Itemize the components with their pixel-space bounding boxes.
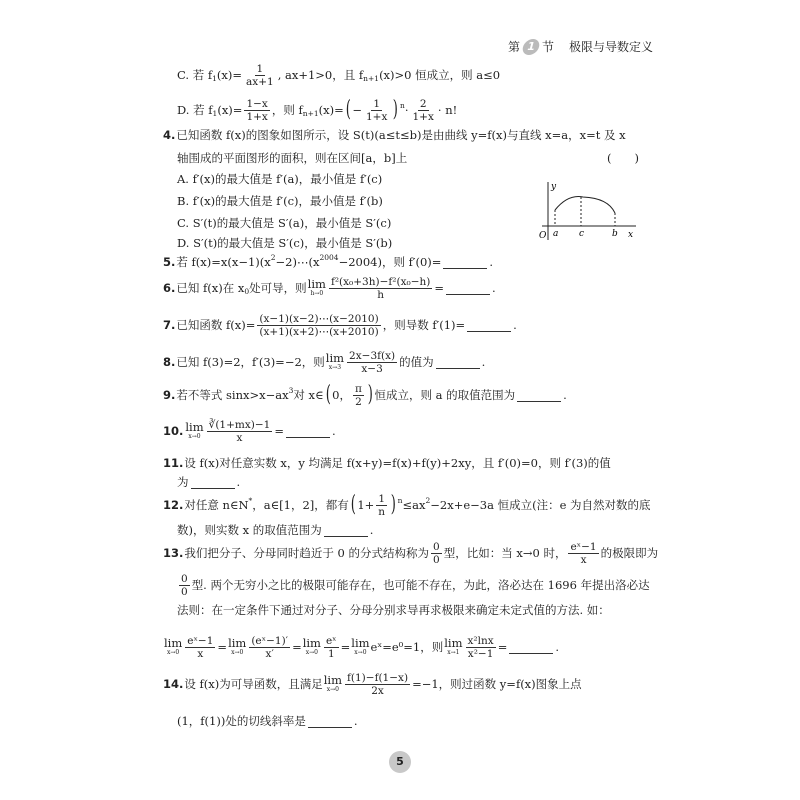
text: 对任意 n∈N <box>184 498 249 512</box>
text: −2004)，则 f′(0)= <box>338 255 442 269</box>
lim-subscript: h→0 <box>310 290 324 297</box>
fraction <box>244 98 269 123</box>
text: 对 x∈ <box>293 388 324 402</box>
problem-number: 9. <box>163 388 176 402</box>
large-paren: ( <box>350 492 356 517</box>
text: · <box>404 103 409 117</box>
fraction <box>376 493 387 518</box>
problem-line <box>177 60 500 90</box>
denominator: 1+x <box>366 110 388 123</box>
text: 轴围成的平面图形的面积，则在区间[a，b]上 <box>177 151 408 165</box>
answer-blank <box>446 282 490 295</box>
numerator: x²lnx <box>467 634 494 647</box>
superscript: 3 <box>288 385 294 395</box>
answer-blank <box>517 389 561 402</box>
limit <box>185 422 203 440</box>
text: = <box>340 640 351 654</box>
problem-number: 11. <box>163 456 184 470</box>
denominator: x <box>580 553 587 566</box>
text: (x)>0 恒成立，则 a≤0 <box>379 68 501 82</box>
problem-number: 5. <box>163 255 176 269</box>
fraction <box>411 98 436 123</box>
limit <box>164 638 182 656</box>
text: 设 f(x)对任意实数 x，y 均满足 f(x+y)=f(x)+f(y)+2xy，且 f′(0)=0，则 f′(3)的值 <box>184 456 611 470</box>
label-x: x <box>628 230 634 240</box>
text: . <box>332 424 336 438</box>
text: 的值为 <box>399 355 434 369</box>
text: C. 若 f <box>177 68 213 82</box>
limit <box>303 638 321 656</box>
superscript: * <box>248 495 253 505</box>
numerator: 0 <box>181 572 188 585</box>
text: 的极限即为 <box>600 546 659 560</box>
text: B. f′(x)的最大值是 f′(c)，最小值是 f′(b) <box>177 194 383 208</box>
answer-bracket: ( ) <box>607 151 639 165</box>
lim-word: lim <box>185 420 204 434</box>
text: ≤ax <box>402 498 426 512</box>
section-header <box>508 38 653 55</box>
numerator: 1 <box>256 62 264 75</box>
lim-word: lim <box>325 351 345 365</box>
fraction <box>185 635 215 660</box>
denominator: 0 <box>181 585 188 598</box>
section-title: 极限与导数定义 <box>569 40 654 54</box>
problem-number: 12. <box>163 498 184 512</box>
problem-line <box>163 416 336 446</box>
text: ，则 f <box>271 103 303 117</box>
problem-line <box>177 706 358 736</box>
curve <box>555 197 615 213</box>
text: 型，比如：当 x→0 时， <box>443 546 567 560</box>
fraction <box>329 276 432 301</box>
text: 设 f(x)为可导函数，且满足 <box>184 677 323 691</box>
lim-subscript: x→0 <box>305 649 318 656</box>
text: = <box>292 640 302 654</box>
label-y: y <box>551 182 557 192</box>
label-b: b <box>612 229 618 239</box>
fraction <box>345 672 410 697</box>
superscript: 2 <box>425 495 431 505</box>
text: · n! <box>437 103 458 117</box>
header-prefix: 第 <box>508 40 521 54</box>
lim-subscript: x→0 <box>354 649 367 656</box>
large-paren: ( <box>325 382 331 407</box>
text: 已知 f(3)=2，f′(3)=−2，则 <box>176 355 325 369</box>
text: 法则：在一定条件下通过对分子、分母分别求导再求极限来确定未定式值的方法. 如： <box>177 603 610 617</box>
numerator: π <box>354 382 362 395</box>
text: 处可导，则 <box>249 281 307 295</box>
text: 0， <box>332 388 351 402</box>
problem-number: 14. <box>163 677 184 691</box>
numerator: eˣ <box>325 634 337 647</box>
limit <box>228 638 246 656</box>
problem-number: 4. <box>163 128 176 142</box>
subscript: n+1 <box>302 108 319 118</box>
label-origin: O <box>539 231 547 241</box>
denominator: x′ <box>265 647 274 660</box>
problem-line <box>163 632 559 662</box>
text: 已知函数 f(x)的图象如图所示，设 S(t)(a≤t≤b)是由曲线 y=f(x)与直线 x=a，x=t 及 x <box>176 128 626 142</box>
fraction <box>324 635 339 660</box>
numerator: 2 <box>419 97 427 110</box>
text: . <box>236 475 241 489</box>
problem-line <box>163 273 496 303</box>
denominator: x−3 <box>361 362 383 375</box>
lim-subscript: x→3 <box>328 364 342 371</box>
text: . <box>481 355 486 369</box>
denominator: 2x <box>371 684 384 697</box>
denominator: x <box>236 431 243 444</box>
limit <box>444 638 462 656</box>
numerator: 1 <box>378 492 386 505</box>
problem-line <box>163 538 658 568</box>
lim-subscript: x→1 <box>447 649 460 656</box>
text: 若不等式 sinx>x−ax <box>176 388 289 402</box>
denominator: 1+x <box>246 110 268 123</box>
text: . <box>369 523 374 537</box>
denominator: n <box>378 505 386 518</box>
numerator: eˣ−1 <box>187 634 214 647</box>
text: = <box>217 640 228 654</box>
text: 1+ <box>357 498 375 512</box>
superscript: n <box>400 100 405 110</box>
text: . <box>555 640 559 654</box>
fraction <box>179 573 190 598</box>
problem-line <box>163 669 582 699</box>
text: C. S′(t)的最大值是 S′(a)，最小值是 S′(c) <box>177 216 392 230</box>
text: . <box>353 714 358 728</box>
fraction <box>244 63 276 88</box>
answer-blank <box>308 715 352 728</box>
answer-blank <box>286 425 330 438</box>
lim-word: lim <box>444 636 463 650</box>
answer-blank <box>443 256 487 269</box>
limit <box>351 638 369 656</box>
text: (x)= <box>318 103 344 117</box>
fraction <box>257 313 380 338</box>
lim-subscript: x→0 <box>188 433 201 440</box>
text: 型. 两个无穷小之比的极限可能存在，也可能不存在，为此，洛必达在 1696 年提出洛必达 <box>191 578 650 592</box>
text: . <box>513 318 517 332</box>
text: 已知 f(x)在 x <box>176 281 245 295</box>
fraction <box>466 635 496 660</box>
denominator: h <box>377 288 385 301</box>
numerator: (eˣ−1)′ <box>251 634 289 647</box>
large-paren: ) <box>393 97 399 122</box>
function-graph <box>538 180 638 242</box>
text: (x)= <box>217 103 243 117</box>
numerator: f²(x₀+3h)−f²(x₀−h) <box>330 275 431 288</box>
text: 已知函数 f(x)= <box>176 318 256 332</box>
denominator: ax+1 <box>246 75 274 88</box>
text: 恒成立，则 a 的取值范围为 <box>374 388 516 402</box>
text: A. f′(x)的最大值是 f′(a)，最小值是 f′(c) <box>177 172 383 186</box>
superscript: 2 <box>270 252 276 262</box>
denominator: 1+x <box>412 110 434 123</box>
fraction <box>568 541 598 566</box>
large-paren: ) <box>390 492 396 517</box>
problem-number: 7. <box>163 318 176 332</box>
problem-line <box>163 347 485 377</box>
text: D. 若 f <box>177 103 213 117</box>
numerator: ∛(1+mx)−1 <box>208 418 271 431</box>
subscript: 0 <box>244 286 250 296</box>
problem-number: 6. <box>163 281 176 295</box>
text: , ax+1>0，且 f <box>277 68 364 82</box>
text: −2)⋯(x <box>275 255 320 269</box>
fraction <box>364 98 389 123</box>
limit <box>326 353 344 371</box>
limit <box>308 279 326 297</box>
problem-line <box>163 310 517 340</box>
subscript: 1 <box>212 108 218 118</box>
text: = <box>497 640 508 654</box>
answer-blank <box>509 641 553 654</box>
denominator: 0 <box>433 553 440 566</box>
superscript: n <box>397 495 403 505</box>
numerator: 2x−3f(x) <box>349 349 396 362</box>
denominator: 2 <box>355 395 362 408</box>
numerator: f(1)−f(1−x) <box>347 671 409 684</box>
lim-word: lim <box>302 636 321 650</box>
fraction <box>347 350 397 375</box>
text: = <box>274 424 284 438</box>
numerator: (x−1)(x−2)⋯(x−2010) <box>259 312 379 325</box>
problem-number: 10. <box>163 424 184 438</box>
fraction <box>249 635 290 660</box>
problem-number: 13. <box>163 546 184 560</box>
text: (x)= <box>216 68 243 82</box>
lim-subscript: x→0 <box>231 649 244 656</box>
fraction <box>431 541 442 566</box>
numerator: 1−x <box>246 97 268 110</box>
denominator: (x+1)(x+2)⋯(x+2010) <box>259 325 379 338</box>
fraction <box>353 383 364 408</box>
numerator: eˣ−1 <box>570 540 597 553</box>
lim-word: lim <box>323 673 343 687</box>
lim-subscript: x→0 <box>167 649 180 656</box>
subscript: 1 <box>212 73 217 83</box>
text: =−1，则过函数 y=f(x)图象上点 <box>412 677 582 691</box>
text: eˣ=e⁰=1，则 <box>370 640 444 654</box>
large-paren: ( <box>345 97 351 122</box>
answer-blank <box>436 356 480 369</box>
text: ，a∈[1，2]，都有 <box>252 498 349 512</box>
denominator: x <box>197 647 204 660</box>
label-a: a <box>553 229 559 239</box>
denominator: x²−1 <box>467 647 494 660</box>
large-paren: ) <box>367 382 373 407</box>
answer-blank <box>467 319 511 332</box>
text: (1，f(1))处的切线斜率是 <box>177 714 306 728</box>
text: 若 f(x)=x(x−1)(x <box>176 255 271 269</box>
lim-word: lim <box>307 277 326 291</box>
lim-word: lim <box>228 636 247 650</box>
text: 我们把分子、分母同时趋近于 0 的分式结构称为 <box>184 546 430 560</box>
lim-word: lim <box>164 636 183 650</box>
text: 为 <box>177 475 189 489</box>
text: D. S′(t)的最大值是 S′(c)，最小值是 S′(b) <box>177 236 393 250</box>
problem-line <box>163 380 567 410</box>
answer-blank <box>191 476 235 489</box>
numerator: 1 <box>373 97 381 110</box>
text: − <box>352 103 362 117</box>
limit <box>324 675 342 693</box>
page-number: 5 <box>389 751 411 773</box>
problem-number: 8. <box>163 355 176 369</box>
text: . <box>489 255 494 269</box>
text: . <box>492 281 496 295</box>
section-number-badge: 1 <box>521 39 541 55</box>
subscript: n+1 <box>363 73 380 83</box>
text: ，则导数 f′(1)= <box>382 318 466 332</box>
fraction <box>207 419 273 444</box>
answer-blank <box>324 524 368 537</box>
text: −2x+e−3a 恒成立(注：e 为自然对数的底 <box>430 498 651 512</box>
superscript: 2004 <box>319 252 339 262</box>
denominator: 1 <box>327 647 335 660</box>
lim-word: lim <box>351 636 370 650</box>
numerator: 0 <box>433 540 440 553</box>
text: . <box>563 388 567 402</box>
lim-subscript: x→0 <box>326 686 339 693</box>
text: 数)，则实数 x 的取值范围为 <box>177 523 322 537</box>
problem-line <box>177 595 610 625</box>
label-c: c <box>579 229 585 239</box>
header-suffix: 节 <box>542 40 555 54</box>
text: = <box>434 281 445 295</box>
